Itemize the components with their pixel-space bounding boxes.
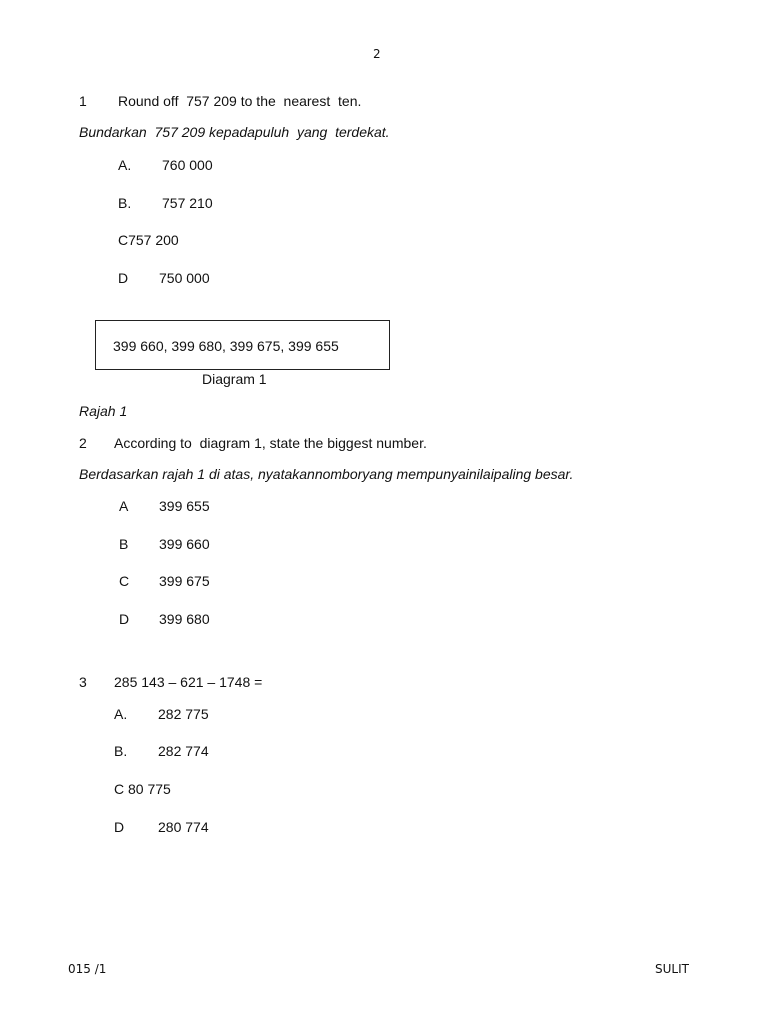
- q2-question: According to diagram 1, state the biggest number.: [114, 435, 427, 451]
- q2-translation: Berdasarkan rajah 1 di atas, nyatakannomboryang mempunyainilaipaling besar.: [79, 466, 574, 482]
- q1-option-d-value: 750 000: [159, 270, 210, 286]
- q1-option-d-letter: D: [118, 270, 129, 286]
- q1-option-b-value: 757 210: [162, 195, 213, 211]
- q2-option-d-letter: D: [119, 611, 130, 627]
- q1-option-b-letter: B.: [118, 195, 132, 211]
- q3-option-c: C 80 775: [114, 781, 171, 797]
- q3-option-a-letter: A.: [114, 706, 128, 722]
- q3-question: 285 143 – 621 – 1748 =: [114, 674, 263, 690]
- footer-code: 015 /1: [68, 962, 107, 976]
- q1-option-c: C757 200: [118, 232, 179, 248]
- q2-option-d-value: 399 680: [159, 611, 210, 627]
- q2-option-c-letter: C: [119, 573, 130, 589]
- q2-option-a-value: 399 655: [159, 498, 210, 514]
- footer-sulit: SULIT: [655, 962, 689, 976]
- q2-option-c-value: 399 675: [159, 573, 210, 589]
- q3-option-d-letter: D: [114, 819, 125, 835]
- diagram-content: 399 660, 399 680, 399 675, 399 655: [113, 338, 339, 354]
- q1-number: 1: [79, 93, 87, 109]
- q1-question: Round off 757 209 to the nearest ten.: [118, 93, 362, 109]
- diagram-caption: Diagram 1: [202, 371, 267, 387]
- q2-option-a-letter: A: [119, 498, 129, 514]
- q1-option-a-letter: A.: [118, 157, 132, 173]
- q2-option-b-letter: B: [119, 536, 129, 552]
- q2-number: 2: [79, 435, 87, 451]
- diagram-caption-ms: Rajah 1: [79, 403, 128, 419]
- q2-option-b-value: 399 660: [159, 536, 210, 552]
- q1-option-a-value: 760 000: [162, 157, 213, 173]
- q1-translation: Bundarkan 757 209 kepadapuluh yang terdekat.: [79, 124, 390, 140]
- q3-number: 3: [79, 674, 87, 690]
- q3-option-b-value: 282 774: [158, 743, 209, 759]
- page-number: 2: [373, 47, 381, 61]
- q3-option-d-value: 280 774: [158, 819, 209, 835]
- q3-option-a-value: 282 775: [158, 706, 209, 722]
- q3-option-b-letter: B.: [114, 743, 128, 759]
